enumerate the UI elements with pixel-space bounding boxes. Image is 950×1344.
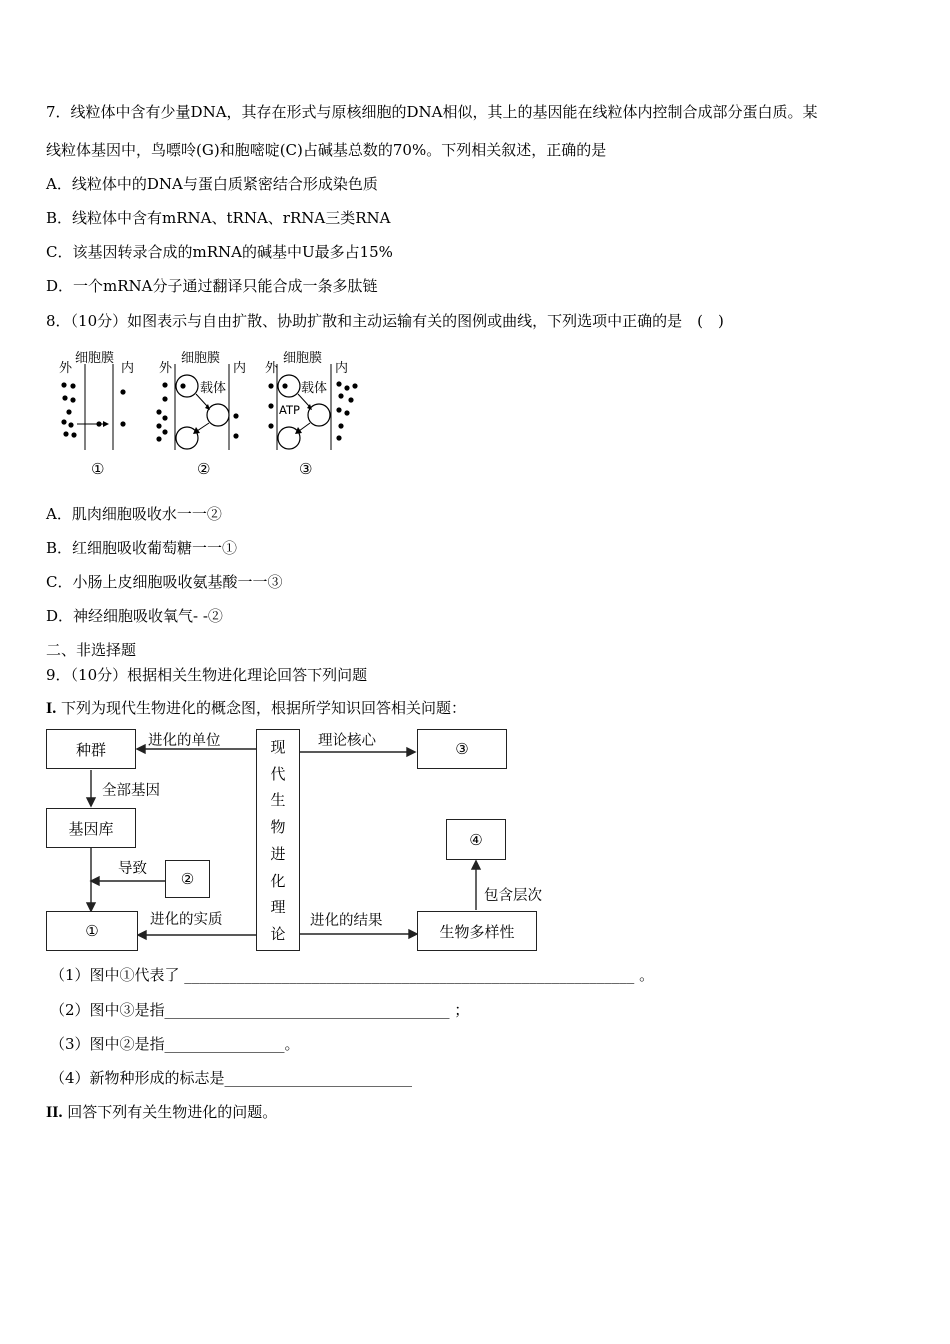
box-modern-evolution-theory <box>256 729 300 951</box>
center-char: 理 <box>270 898 286 917</box>
label-levels: 包含层次 <box>484 888 542 904</box>
panel-active-transport <box>265 351 358 478</box>
center-char: 生 <box>270 791 286 810</box>
q7-option-a: A．线粒体中的DNA与蛋白质紧密结合形成染色质 <box>46 175 378 193</box>
panel-label-1: ① <box>91 460 105 478</box>
q7-option-d: D．一个mRNA分子通过翻译只能合成一条多肽链 <box>46 277 378 295</box>
label-all-genes: 全部基因 <box>102 783 160 799</box>
label-leads-to: 导致 <box>118 861 147 877</box>
inside-label: 内 <box>121 361 135 376</box>
panel-label-3: ③ <box>299 460 313 478</box>
q8-option-d: D．神经细胞吸收氧气- -② <box>46 607 223 625</box>
q7-option-b: B．线粒体中含有mRNA、tRNA、rRNA三类RNA <box>46 209 391 227</box>
outside-label: 外 <box>265 361 279 376</box>
part1-text: 下列为现代生物进化的概念图，根据所学知识回答相关问题： <box>56 699 467 717</box>
q8-stem: 8．（10分）如图表示与自由扩散、协助扩散和主动运输有关的图例或曲线，下列选项中正确的是 ( ) <box>46 312 724 330</box>
label-theory-core: 理论核心 <box>318 733 376 749</box>
outside-label: 外 <box>159 361 173 376</box>
center-char: 进 <box>270 844 286 863</box>
inside-label: 内 <box>233 361 247 376</box>
inside-label: 内 <box>335 361 349 376</box>
panel-label-2: ② <box>197 460 211 478</box>
center-char: 化 <box>270 871 286 890</box>
q9-part1 <box>46 698 466 719</box>
box-gene-pool: 基因库 <box>46 808 136 848</box>
box-population: 种群 <box>46 729 136 769</box>
q9-sub2: （2）图中③是指______________________________________ ； <box>50 1001 470 1019</box>
atp-label: ATP <box>279 403 300 417</box>
q9-sub3: （3）图中②是指________________。 <box>50 1035 300 1053</box>
q8-option-b: B．红细胞吸收葡萄糖一一① <box>46 539 238 557</box>
box-circle-1: ① <box>46 911 138 951</box>
label-result: 进化的结果 <box>310 913 383 929</box>
center-char: 现 <box>270 737 286 756</box>
membrane-label: 细胞膜 <box>181 351 221 366</box>
panel-free-diffusion <box>59 351 134 478</box>
center-char: 论 <box>270 925 286 944</box>
label-essence: 进化的实质 <box>150 912 223 928</box>
q7-option-c: C．该基因转录合成的mRNA的碱基中U最多占15% <box>46 243 393 261</box>
q7-stem-line2: 线粒体基因中，鸟嘌呤(G)和胞嘧啶(C)占碱基总数的70%。下列相关叙述，正确的是 <box>46 141 607 159</box>
transport-figure <box>55 346 375 486</box>
membrane-label: 细胞膜 <box>283 351 323 366</box>
center-char: 代 <box>270 764 286 783</box>
q9-sub4: （4）新物种形成的标志是_________________________ <box>50 1069 413 1087</box>
box-circle-4: ④ <box>446 819 506 860</box>
q9-sub1: （1）图中①代表了 ____________________________________________________________ 。 <box>50 966 655 984</box>
box-biodiversity: 生物多样性 <box>417 911 537 951</box>
membrane-label: 细胞膜 <box>75 351 115 366</box>
part2-text: 回答下列有关生物进化的问题。 <box>62 1103 278 1121</box>
part1-number: I. <box>46 700 57 717</box>
panel-facilitated-diffusion <box>156 351 246 478</box>
q8-option-a: A．肌肉细胞吸收水一一② <box>46 505 222 523</box>
q9-stem: 9．（10分）根据相关生物进化理论回答下列问题 <box>46 666 368 684</box>
center-char: 物 <box>270 818 286 837</box>
carrier-label: 载体 <box>200 381 227 396</box>
box-circle-3: ③ <box>417 729 507 769</box>
q9-part2 <box>46 1102 277 1123</box>
box-circle-2: ② <box>165 860 210 898</box>
q8-option-c: C．小肠上皮细胞吸收氨基酸一一③ <box>46 573 283 591</box>
label-unit-of-evolution: 进化的单位 <box>148 733 221 749</box>
q7-stem-line1: 7．线粒体中含有少量DNA，其存在形式与原核细胞的DNA相似，其上的基因能在线粒体内控制合成部分蛋白质。某 <box>46 103 818 121</box>
part2-number: II. <box>46 1104 63 1121</box>
outside-label: 外 <box>59 361 73 376</box>
carrier-label: 载体 <box>301 381 328 396</box>
section-title: 二、非选择题 <box>46 641 137 659</box>
